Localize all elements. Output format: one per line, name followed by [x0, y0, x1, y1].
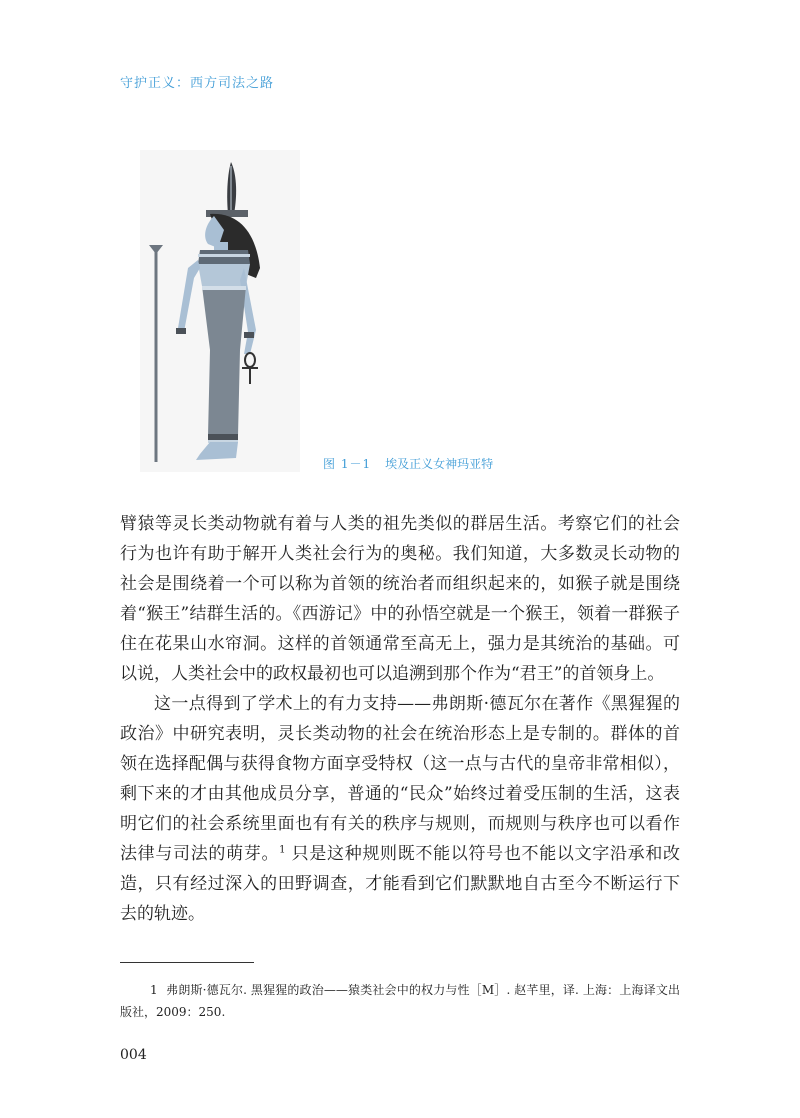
footnote-text: 弗朗斯·德瓦尔. 黑猩猩的政治——猿类社会中的权力与性［M］. 赵芊里，译. 上海：上海译文出版社，2009：250.	[120, 983, 680, 1019]
footnote-number: 1	[150, 983, 158, 997]
paragraph-2-text: 这一点得到了学术上的有力支持——弗朗斯·德瓦尔在著作《黑猩猩的政治》中研究表明，灵长类动物的社会在统治形态上是专制的。群体的首领在选择配偶与获得食物方面享受特权（这一点与古代的皇帝非常相似），剩下来的才由其他成员分享，普通的“民众”始终过着受压制的生活，这表明它们的社会系统里面也有有关的秩序与规则，而规则与秩序也可以看作法律与司法的萌芽。	[120, 694, 680, 864]
footnote-divider	[120, 962, 254, 963]
paragraph-1: 臂猿等灵长类动物就有着与人类的祖先类似的群居生活。考察它们的社会行为也许有助于解开人类社会行为的奥秘。我们知道，大多数灵长动物的社会是围绕着一个可以称为首领的统治者而组织起来的，如猴子就是围绕着“猴王”结群生活的。《西游记》中的孙悟空就是一个猴王，领着一群猴子住在花果山水帘洞。这样的首领通常至高无上，强力是其统治的基础。可以说，人类社会中的政权最初也可以追溯到那个作为“君王”的首领身上。	[120, 514, 680, 684]
paragraph-2-tail: 只是这种规则既不能以符号也不能以文字沿承和改造，只有经过深入的田野调查，才能看到它们默默地自古至今不断运行下去的轨迹。	[120, 844, 681, 924]
footnote-reference[interactable]: 1	[279, 844, 286, 856]
figure-caption	[323, 455, 493, 472]
page-number: 004	[120, 1047, 147, 1063]
figure-caption-text: 埃及正义女神玛亚特	[385, 457, 494, 471]
figure-number: 图 1－1	[323, 457, 372, 471]
body-text	[120, 509, 680, 929]
paragraph-2	[120, 689, 680, 929]
footnote	[120, 979, 680, 1023]
running-header: 守护正义：西方司法之路	[120, 76, 275, 91]
maat-goddess-illustration	[140, 150, 300, 472]
